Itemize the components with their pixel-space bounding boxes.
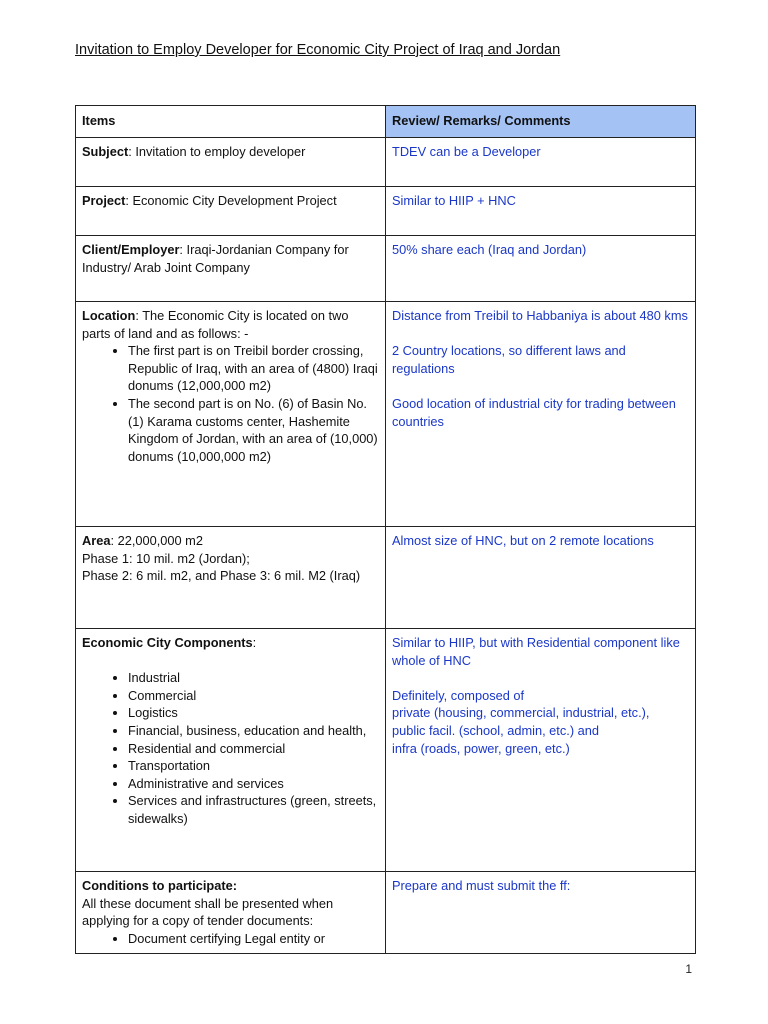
project-remark: Similar to HIIP + HNC [386, 187, 696, 236]
project-cell [76, 187, 386, 236]
location-remark-2: 2 Country locations, so different laws and regulations [392, 343, 626, 376]
client-text: : Iraqi-Jordanian Company for Industry/ Arab Joint Company [82, 242, 349, 275]
table-row-client [76, 236, 696, 302]
list-item: • Logistics [128, 704, 379, 722]
client-cell [76, 236, 386, 302]
components-label: Economic City Components [82, 635, 253, 650]
conditions-text: All these document shall be presented when applying for a copy of tender documents: [82, 895, 334, 929]
header-items: Items [76, 106, 386, 138]
table-row-components [76, 629, 696, 872]
table-row-area [76, 527, 696, 629]
components-remark-2-line-3: public facil. (school, admin, etc.) and [392, 722, 599, 738]
list-item: • Residential and commercial [128, 740, 379, 758]
area-phase-1: Phase 1: 10 mil. m2 (Jordan); [82, 550, 250, 566]
conditions-cell [76, 872, 386, 954]
project-text: : Economic City Development Project [125, 193, 337, 208]
subject-label: Subject [82, 144, 129, 159]
client-label: Client/Employer [82, 242, 180, 257]
list-item: • The first part is on Treibil border crossing, Republic of Iraq, with an area of (4800) Iraqi donums (12,000,000 m2) [128, 342, 379, 395]
location-text: : The Economic City is located on two parts of land and as follows: - [82, 308, 349, 341]
conditions-list [82, 930, 379, 948]
subject-text: : Invitation to employ developer [128, 144, 306, 159]
location-remark-3: Good location of industrial city for trading between countries [392, 395, 676, 429]
conditions-remark: Prepare and must submit the ff: [386, 872, 696, 954]
location-label: Location [82, 308, 136, 323]
components-remark-1: Similar to HIIP, but with Residential component like whole of HNC [392, 635, 680, 668]
list-item: • Transportation [128, 757, 379, 775]
list-item: • The second part is on No. (6) of Basin No. (1) Karama customs center, Hashemite Kingdom of Jordan, with an area of (10,000) donums (10,000,000 m2) [128, 395, 379, 465]
subject-remark: TDEV can be a Developer [386, 138, 696, 187]
table-row-location [76, 302, 696, 527]
table-header-row [76, 106, 696, 138]
conditions-label: Conditions to participate: [82, 878, 237, 893]
page-number: 1 [685, 962, 692, 976]
list-item: • Administrative and services [128, 775, 379, 793]
list-item: • Financial, business, education and health, [128, 722, 379, 740]
area-text: : 22,000,000 m2 [110, 533, 203, 548]
components-remark-2-line-4: infra (roads, power, green, etc.) [392, 740, 570, 756]
location-remarks [386, 302, 696, 527]
area-phase-2-3: Phase 2: 6 mil. m2, and Phase 3: 6 mil. M2 (Iraq) [82, 568, 361, 584]
location-remark-1: Distance from Treibil to Habbaniya is about 480 kms [392, 308, 688, 323]
document-title: Invitation to Employ Developer for Economic City Project of Iraq and Jordan [75, 42, 561, 58]
table-row-conditions [76, 872, 696, 954]
location-cell [76, 302, 386, 527]
components-cell [76, 629, 386, 872]
components-remarks [386, 629, 696, 872]
review-table [75, 105, 696, 954]
area-cell [76, 527, 386, 629]
components-remark-2-line-2: private (housing, commercial, industrial, etc.), [392, 705, 650, 721]
components-remark-2-line-1: Definitely, composed of [392, 687, 525, 703]
header-remarks: Review/ Remarks/ Comments [386, 106, 696, 138]
table-row-subject [76, 138, 696, 187]
client-remark: 50% share each (Iraq and Jordan) [386, 236, 696, 302]
area-remark: Almost size of HNC, but on 2 remote locations [386, 527, 696, 629]
list-item: • Industrial [128, 669, 379, 687]
components-list [82, 669, 379, 827]
table-row-project [76, 187, 696, 236]
list-item: • Services and infrastructures (green, streets, sidewalks) [128, 792, 379, 827]
list-item: • Document certifying Legal entity or [128, 930, 379, 948]
location-list [82, 342, 379, 465]
list-item: • Commercial [128, 687, 379, 705]
area-label: Area [82, 533, 111, 548]
subject-cell [76, 138, 386, 187]
components-suffix: : [252, 635, 257, 650]
project-label: Project [82, 193, 126, 208]
